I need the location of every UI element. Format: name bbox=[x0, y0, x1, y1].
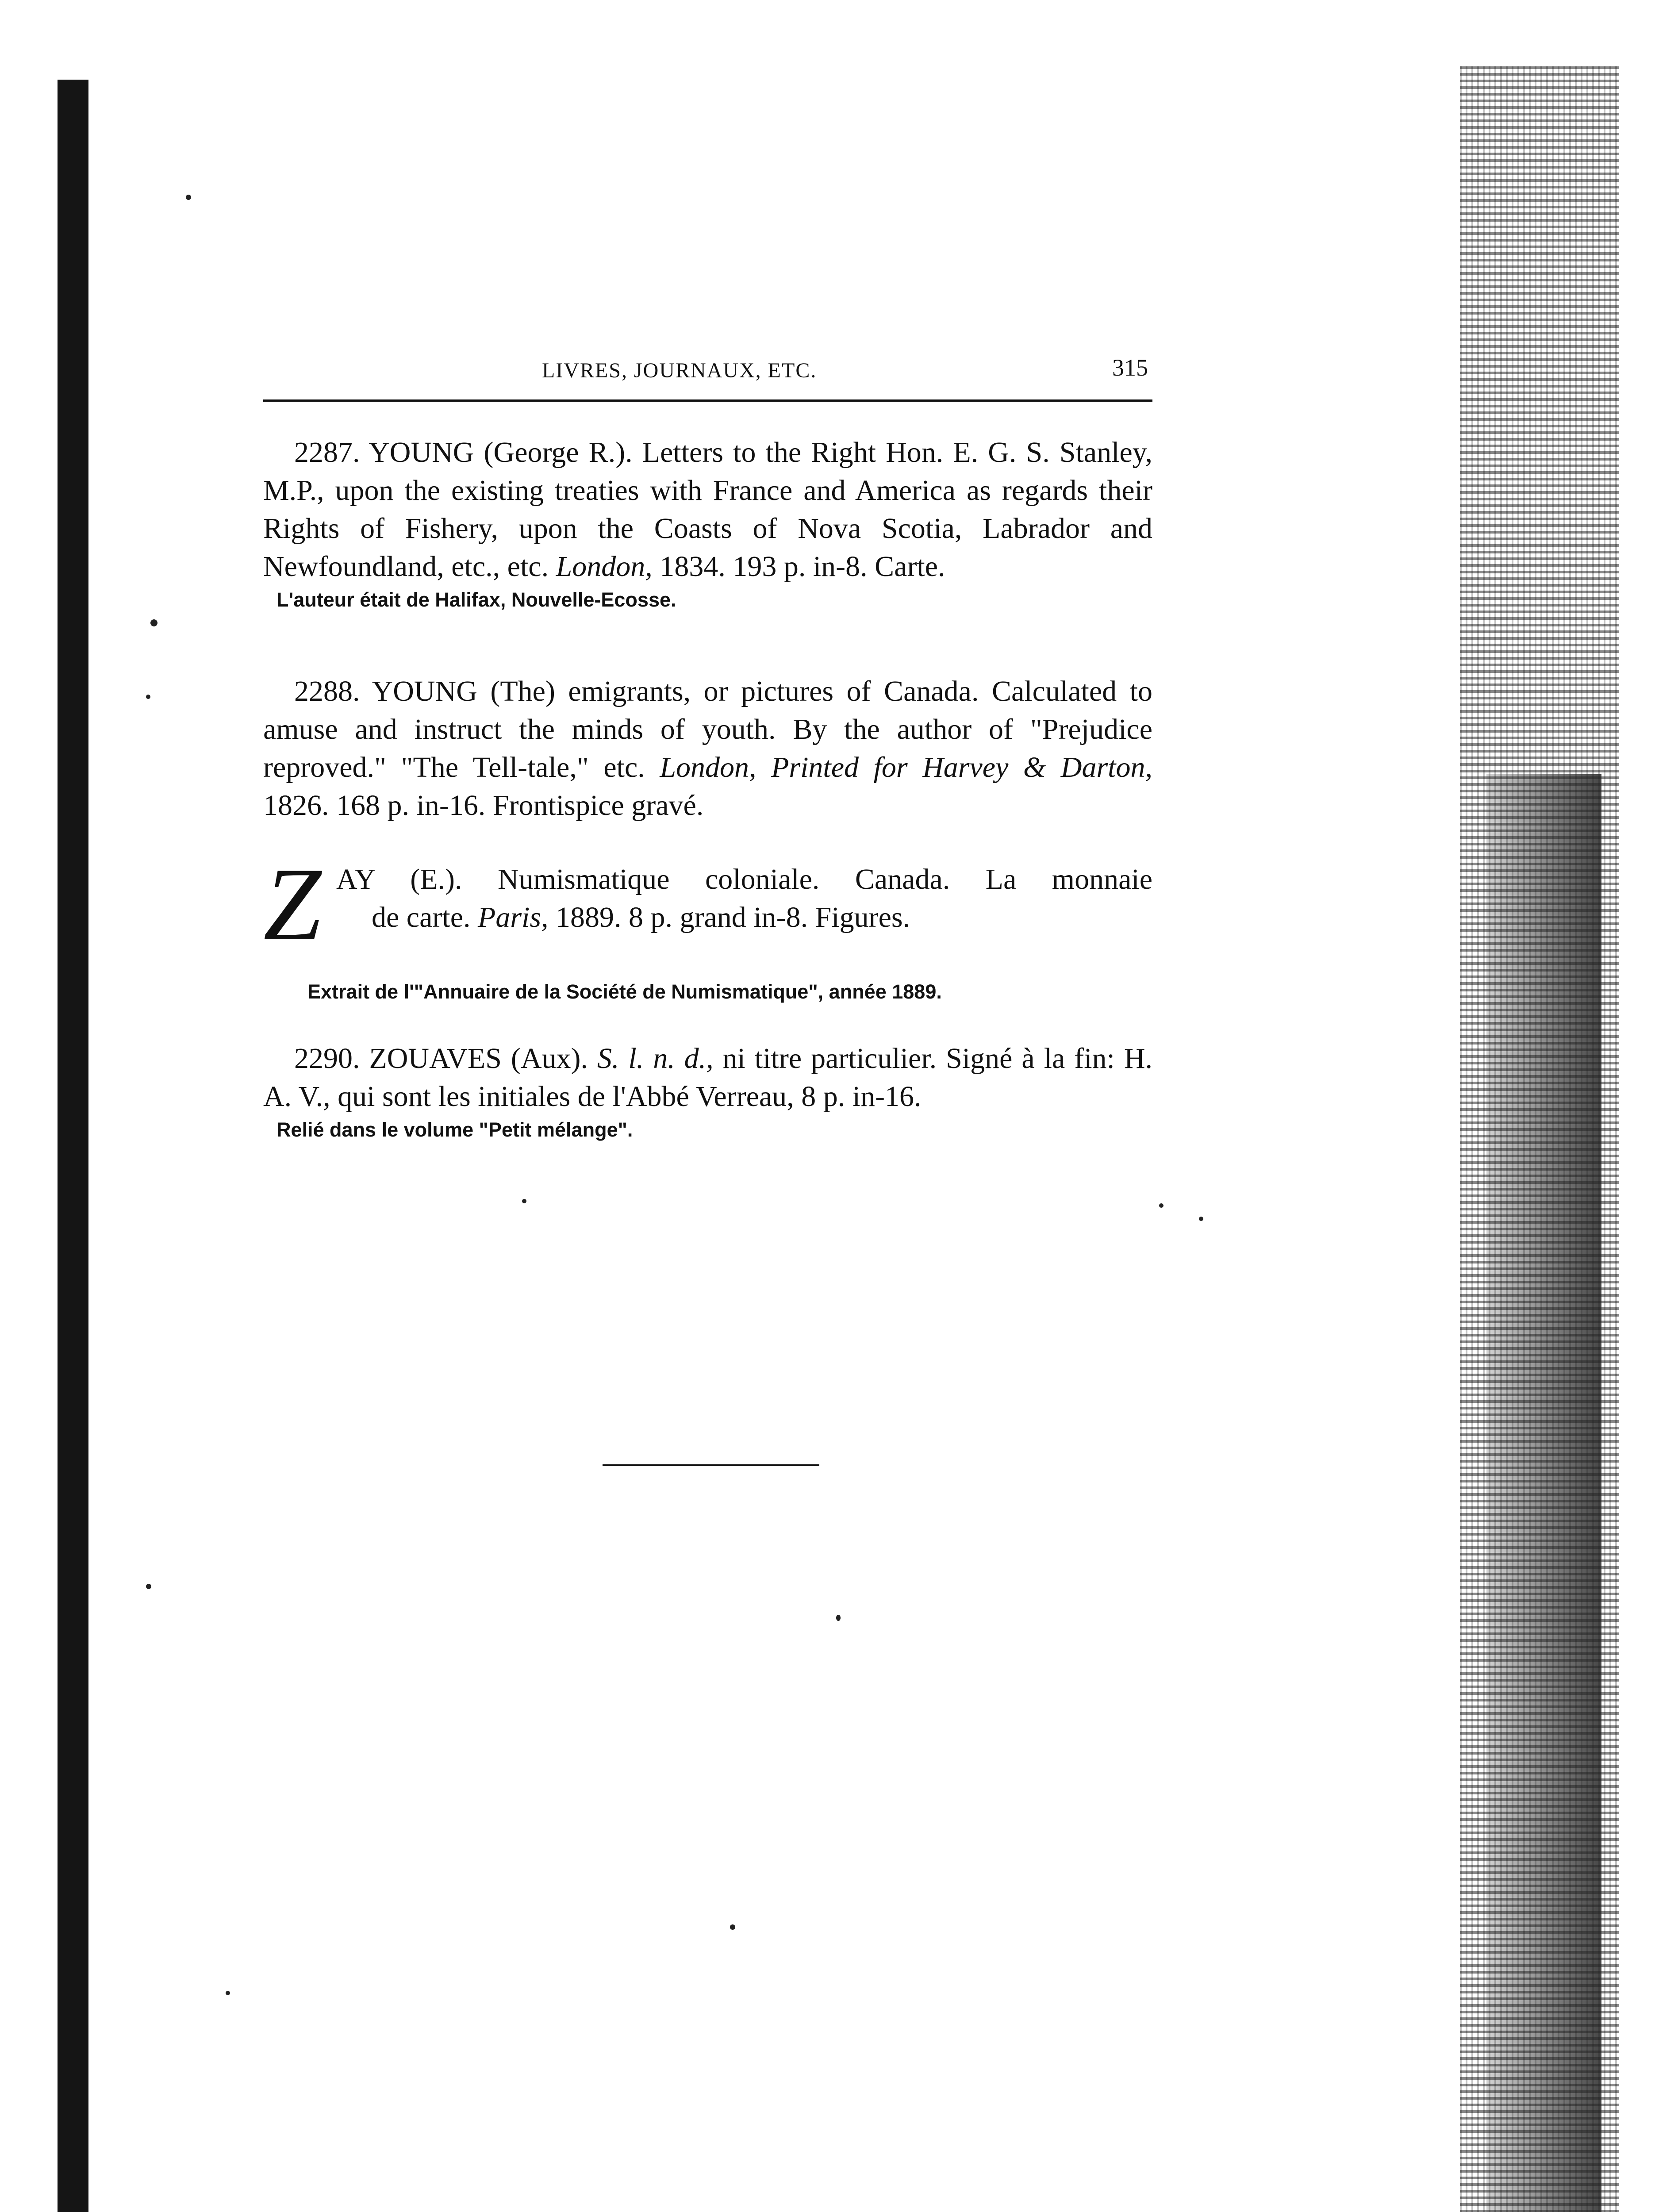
scan-speck bbox=[522, 1199, 526, 1203]
running-head: LIVRES, JOURNAUX, ETC. bbox=[542, 359, 817, 382]
entry-text: 2290. ZOUAVES (Aux). S. l. n. d., ni titre particulier. Signé à la fin: H. A. V., qui sont les initiales de l'Abbé Verreau, 8 p. in-16. bbox=[263, 1042, 1152, 1113]
entry-2290 bbox=[263, 1040, 1152, 1143]
header-rule bbox=[263, 399, 1152, 402]
end-rule bbox=[603, 1464, 819, 1466]
entry-text-line1: AY (E.). Numismatique coloniale. Canada. La monnaie bbox=[336, 863, 1152, 895]
imprint-place: Paris, bbox=[478, 901, 549, 933]
scan-speck bbox=[186, 195, 191, 200]
scan-speck bbox=[1199, 1217, 1203, 1221]
entry-text: 2287. YOUNG (George R.). Letters to the Right Hon. E. G. S. Stanley, M.P., upon the existing treaties with France and America as regards their Rights of Fishery, upon the Coasts of Nova Scotia, Labrador and Newfoundland, etc., etc. London, 1834. 193 p. in-8. Carte. bbox=[263, 436, 1152, 583]
scan-speck bbox=[226, 1991, 230, 1995]
imprint-place: S. l. n. d., bbox=[597, 1042, 714, 1075]
entry-2287 bbox=[263, 434, 1152, 613]
page-header bbox=[263, 354, 1148, 394]
drop-cap: Z bbox=[263, 847, 322, 962]
entry-note: L'auteur était de Halifax, Nouvelle-Ecosse. bbox=[276, 588, 676, 611]
scan-speck bbox=[836, 1615, 841, 1621]
scan-speck bbox=[146, 1584, 151, 1589]
imprint-place: London, bbox=[556, 550, 653, 583]
scan-edge-noise bbox=[1460, 66, 1619, 2212]
entry-text-line2: de carte. Paris, 1889. 8 p. grand in-8. Figures. bbox=[372, 901, 910, 933]
scan-speck bbox=[730, 1924, 735, 1930]
scan-speck bbox=[146, 695, 150, 699]
scan-margin-bar bbox=[58, 80, 88, 2212]
entry-text: 2288. YOUNG (The) emigrants, or pictures of Canada. Calculated to amuse and instruct the minds of youth. By the author of "Prejudice reproved." "The Tell-tale," etc. London, Printed for Harvey & Darton, 1826. 168 p. in-16. Frontispice gravé. bbox=[263, 675, 1152, 822]
entry-note: Extrait de l'"Annuaire de la Société de Numismatique", année 1889. bbox=[307, 980, 942, 1003]
imprint-place: London, Printed for Harvey & Darton, bbox=[660, 751, 1152, 783]
scan-speck bbox=[150, 619, 157, 626]
entry-note: Relié dans le volume "Petit mélange". bbox=[276, 1118, 633, 1141]
entry-2288 bbox=[263, 672, 1152, 825]
entry-zay bbox=[263, 847, 1152, 1003]
scan-speck bbox=[1159, 1203, 1163, 1208]
page-number: 315 bbox=[1112, 354, 1148, 381]
